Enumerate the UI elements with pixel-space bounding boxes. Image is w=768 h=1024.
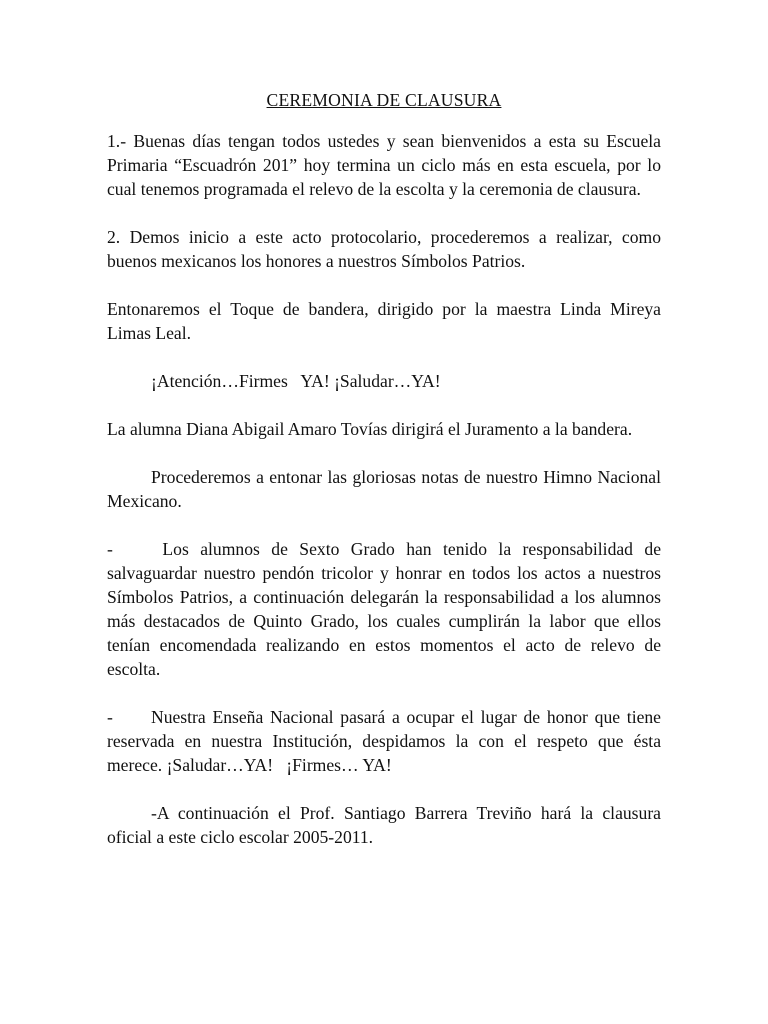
paragraph-oath: La alumna Diana Abigail Amaro Tovías dirigirá el Juramento a la bandera. xyxy=(107,419,633,439)
paragraph-escort-relief-text: Los alumnos de Sexto Grado han tenido la responsabilidad de salvaguardar nuestro pendón tricolor y honrar en todos los actos a nuestros Símbolos Patrios, a continuación delegarán la responsabilidad a los alumnos más destacados de Quinto Grado, los cuales cumplirán la labor que ellos tenían encomendada realizando en estos momentos el acto de relevo de escolta. xyxy=(107,539,661,679)
paragraph-welcome: 1.- Buenas días tengan todos ustedes y sean bienvenidos a esta su Escuela Primaria “Escuadrón 201” hoy termina un ciclo más en esta escuela, por lo cual tenemos programada el relevo de la escolta y la ceremonia de clausura. xyxy=(107,131,661,199)
bullet-dash: - xyxy=(107,707,113,727)
document-title: CEREMONIA DE CLAUSURA xyxy=(266,90,502,110)
paragraph-flag-farewell-text: Nuestra Enseña Nacional pasará a ocupar el lugar de honor que tiene reservada en nuestra Institución, despidamos la con el respeto que ésta merece. ¡Saludar…YA! ¡Firmes… YA! xyxy=(107,707,666,775)
bullet-dash: - xyxy=(107,539,113,559)
paragraph-opening: 2. Demos inicio a este acto protocolario, procederemos a realizar, como buenos mexicanos los honores a nuestros Símbolos Patrios. xyxy=(107,227,661,271)
document-page xyxy=(107,88,666,849)
paragraph-closing: -A continuación el Prof. Santiago Barrera Treviño hará la clausura oficial a este ciclo escolar 2005-2011. xyxy=(107,803,661,847)
paragraph-escort-relief xyxy=(107,537,661,681)
paragraph-flag-farewell xyxy=(107,705,666,777)
command-attention-salute: ¡Atención…Firmes YA! ¡Saludar…YA! xyxy=(151,371,441,391)
paragraph-anthem: Procederemos a entonar las gloriosas notas de nuestro Himno Nacional Mexicano. xyxy=(107,467,661,511)
paragraph-flag-call: Entonaremos el Toque de bandera, dirigido por la maestra Linda Mireya Limas Leal. xyxy=(107,299,661,343)
